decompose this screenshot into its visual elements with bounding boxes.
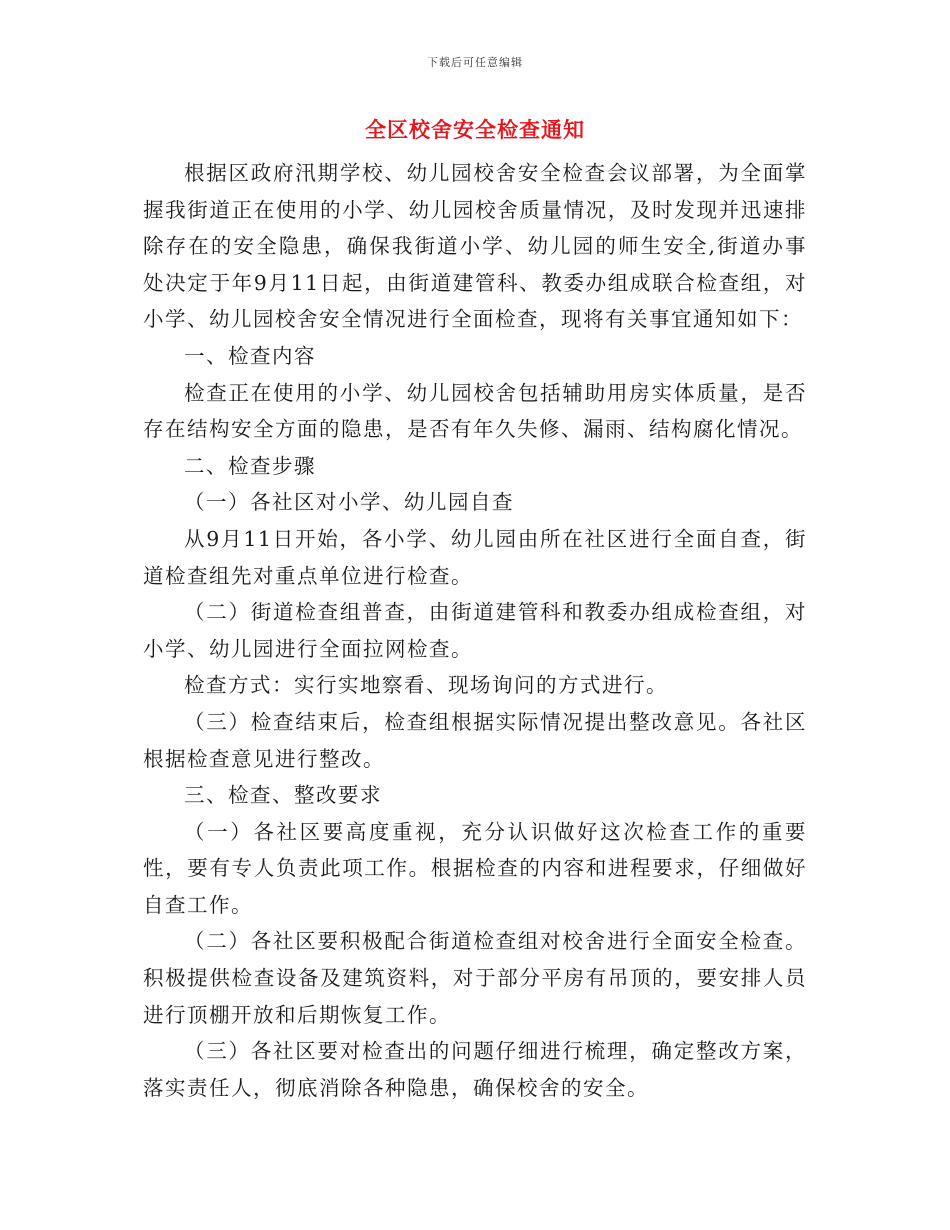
header-note: 下载后可任意编辑 bbox=[427, 56, 523, 69]
paragraph-requirement-2: （二）各社区要积极配合街道检查组对校舍进行全面安全检查。积极提供检查设备及建筑资料，对于部分平房有吊顶的，要安排人员进行顶棚开放和后期恢复工作。 bbox=[143, 929, 807, 1027]
paragraph-requirement-1: （一）各社区要高度重视，充分认识做好这次检查工作的重要性，要有专人负责此项工作。根据检查的内容和进程要求，仔细做好自查工作。 bbox=[143, 819, 807, 917]
paragraph-general-check: （二）街道检查组普查，由街道建管科和教委办组成检查组，对小学、幼儿园进行全面拉网检查。 bbox=[143, 600, 807, 661]
subheading-self-check: （一）各社区对小学、幼儿园自查 bbox=[184, 490, 514, 515]
paragraph-requirement-3: （三）各社区要对检查出的问题仔细进行梳理，确定整改方案，落实责任人，彻底消除各种隐患，确保校舍的安全。 bbox=[143, 1039, 807, 1100]
paragraph-check-method: 检查方式：实行实地察看、现场询问的方式进行。 bbox=[184, 673, 668, 698]
section-heading-steps: 二、检查步骤 bbox=[184, 453, 316, 478]
paragraph-self-check: 从9月11日开始，各小学、幼儿园由所在社区进行全面自查，街道检查组先对重点单位进行检查。 bbox=[143, 526, 807, 588]
paragraph-intro: 根据区政府汛期学校、幼儿园校舍安全检查会议部署，为全面掌握我街道正在使用的小学、幼儿园校舍质量情况，及时发现并迅速排除存在的安全隐患，确保我街道小学、幼儿园的师生安全,街道办事处决定于年9月11日起，由街道建管科、教委办组成联合检查组，对小学、幼儿园校舍安全情况进行全面检查，现将有关事宜通知如下： bbox=[143, 161, 807, 332]
paragraph-check-result: （三）检查结束后，检查组根据实际情况提出整改意见。各社区根据检查意见进行整改。 bbox=[143, 709, 807, 771]
paragraph-content: 检查正在使用的小学、幼儿园校舍包括辅助用房实体质量，是否存在结构安全方面的隐患，是否有年久失修、漏雨、结构腐化情况。 bbox=[143, 380, 807, 442]
section-heading-requirements: 三、检查、整改要求 bbox=[184, 783, 382, 808]
section-heading-content: 一、检查内容 bbox=[184, 343, 316, 368]
document-body bbox=[143, 155, 807, 1106]
document-title: 全区校舍安全检查通知 bbox=[365, 117, 585, 142]
